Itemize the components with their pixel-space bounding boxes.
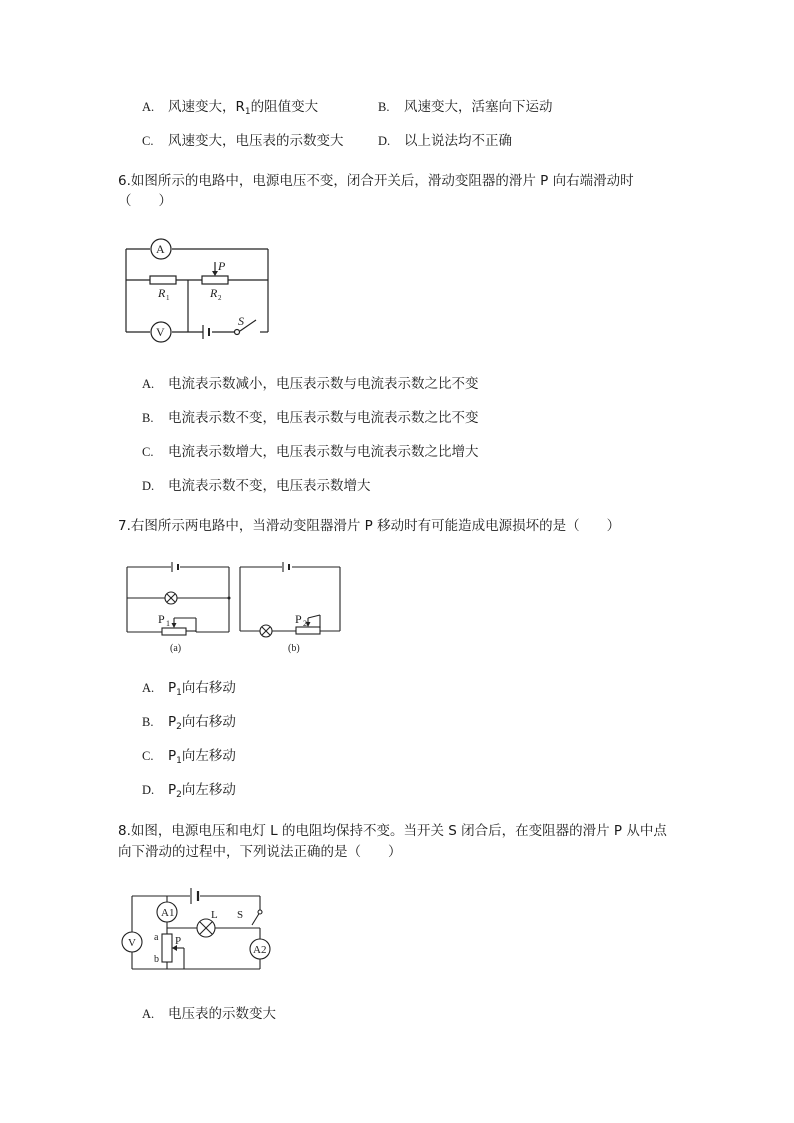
option-text: 风速变大，活塞向下运动 <box>404 99 553 115</box>
option-letter: C. <box>142 134 154 148</box>
option-text: 电流表示数不变，电压表示数与电流表示数之比不变 <box>168 410 479 426</box>
p2-label: P <box>295 612 302 626</box>
r1-label: R <box>158 286 166 300</box>
slider-label: P <box>175 935 182 947</box>
r2-label: R <box>210 286 218 300</box>
option-text: 的阻值变大 <box>250 99 319 115</box>
ammeter-label: A <box>156 242 165 256</box>
a1-label: A1 <box>161 907 175 919</box>
subscript: 2 <box>176 722 182 732</box>
switch-label: S <box>238 314 244 328</box>
switch-label: S <box>237 909 244 921</box>
r1-sub: 1 <box>166 294 170 302</box>
option-text: P <box>168 782 177 798</box>
option-text: 电压表的示数变大 <box>168 1006 276 1022</box>
caption-b: (b) <box>288 643 300 654</box>
option-letter: A. <box>142 100 155 114</box>
option-letter: B. <box>142 411 154 425</box>
p1-sub: 1 <box>166 619 170 628</box>
option-text: 风速变大，R <box>168 99 245 115</box>
subscript: 2 <box>176 790 182 800</box>
option-letter: D. <box>378 134 391 148</box>
q8-stem-line1: 8.如图，电源电压和电灯 L 的电阻均保持不变。当开关 S 闭合后，在变阻器的滑片 P 从中点 <box>118 823 667 839</box>
q8-option-a <box>142 1005 276 1023</box>
voltmeter-label: V <box>156 325 165 339</box>
option-text: 电流表示数增大，电压表示数与电流表示数之比增大 <box>168 444 479 460</box>
subscript: 1 <box>176 756 182 766</box>
option-text: 风速变大，电压表的示数变大 <box>168 133 344 149</box>
voltmeter-label: V <box>128 937 136 949</box>
option-text: P <box>168 714 177 730</box>
p1-label: P <box>158 612 165 626</box>
q6-answer-paren: （ ） <box>118 193 172 209</box>
option-text: 向右移动 <box>181 680 236 696</box>
option-letter: A. <box>142 681 155 695</box>
q8-stem-line2: 向下滑动的过程中，下列说法正确的是（ ） <box>118 844 402 860</box>
subscript: 1 <box>176 688 182 698</box>
option-text: 以上说法均不正确 <box>404 133 512 149</box>
subscript: 1 <box>244 107 251 117</box>
rheostat-end-b: b <box>154 954 159 965</box>
option-text: 电流表示数不变，电压表示数增大 <box>168 478 371 494</box>
option-text: 向左移动 <box>181 782 236 798</box>
q7-stem: 7.右图所示两电路中，当滑动变阻器滑片 P 移动时有可能造成电源损坏的是（ ） <box>118 518 621 534</box>
option-letter: C. <box>142 749 154 763</box>
option-text: P <box>168 680 177 696</box>
q6-stem: 6.如图所示的电路中，电源电压不变，闭合开关后，滑动变阻器的滑片 P 向右端滑动时 <box>118 173 634 189</box>
option-text: 向右移动 <box>181 714 236 730</box>
option-letter: A. <box>142 1007 155 1021</box>
option-text: P <box>168 748 177 764</box>
option-letter: D. <box>142 479 155 493</box>
lamp-label: L <box>211 909 218 921</box>
option-letter: C. <box>142 445 154 459</box>
option-letter: D. <box>142 783 155 797</box>
option-letter: B. <box>142 715 154 729</box>
r2-sub: 2 <box>218 294 222 302</box>
option-text: 向左移动 <box>181 748 236 764</box>
p2-sub: 2 <box>303 619 307 628</box>
a2-label: A2 <box>253 944 267 956</box>
option-text: 电流表示数减小，电压表示数与电流表示数之比不变 <box>168 376 479 392</box>
option-letter: A. <box>142 377 155 391</box>
caption-a: (a) <box>170 643 182 654</box>
option-letter: B. <box>378 100 390 114</box>
slider-label: P <box>218 259 226 273</box>
rheostat-end-a: a <box>154 932 159 943</box>
